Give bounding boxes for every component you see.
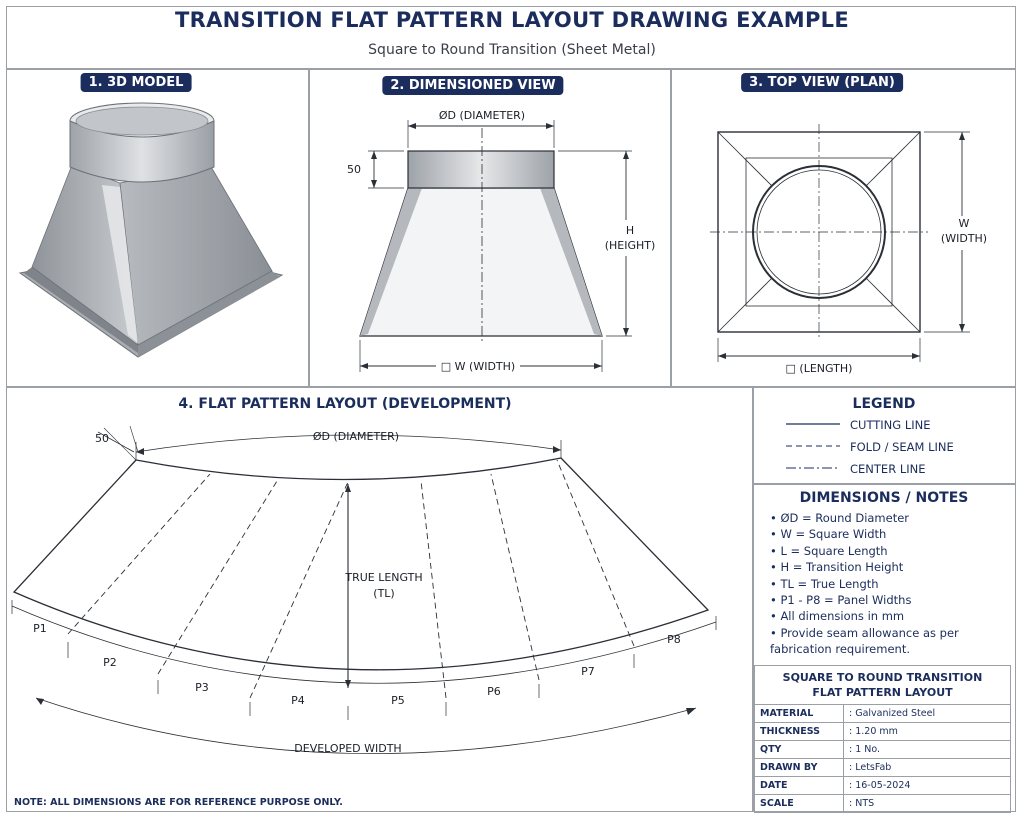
flat-label-panel-1: P1 — [33, 622, 47, 635]
legend-item-fold-line: FOLD / SEAM LINE — [850, 440, 954, 454]
legend-line-samples — [784, 418, 844, 474]
flat-label-collar: 50 — [95, 432, 109, 445]
divider-col-1 — [308, 68, 310, 386]
table-row — [755, 723, 1011, 741]
legend-item-cutting-line: CUTTING LINE — [850, 418, 931, 432]
top-view-label-length: □ (LENGTH) — [785, 362, 853, 375]
notes-list — [770, 510, 1010, 658]
title-block-value: : 16-05-2024 — [844, 777, 1011, 795]
transition-3d-model — [10, 95, 306, 383]
flat-label-panel-8: P8 — [667, 633, 681, 646]
dim-label-height-symbol: H — [625, 224, 635, 237]
table-row — [755, 795, 1011, 813]
notes-item: • All dimensions in mm — [770, 609, 905, 624]
page-subtitle: Square to Round Transition (Sheet Metal) — [368, 42, 656, 58]
flat-label-panel-7: P7 — [581, 665, 595, 678]
flat-label-diameter: ØD (DIAMETER) — [312, 430, 400, 443]
divider-col-2 — [670, 68, 672, 386]
dim-label-diameter: ØD (DIAMETER) — [438, 109, 526, 122]
notes-item: • P1 - P8 = Panel Widths — [770, 593, 912, 608]
table-row — [755, 777, 1011, 795]
title-block-value: : 1.20 mm — [844, 723, 1011, 741]
title-block-key: MATERIAL — [755, 705, 844, 723]
title-block-key: DRAWN BY — [755, 759, 844, 777]
title-block-key: QTY — [755, 741, 844, 759]
page-title: TRANSITION FLAT PATTERN LAYOUT DRAWING EXAMPLE — [175, 8, 849, 32]
notes-item: fabrication requirement. — [770, 642, 910, 657]
notes-item: • L = Square Length — [770, 543, 888, 558]
top-view-label-width-symbol: W — [958, 217, 970, 230]
flat-label-panel-2: P2 — [103, 656, 117, 669]
notes-item: • W = Square Width — [770, 527, 887, 542]
table-row — [755, 741, 1011, 759]
table-row — [755, 759, 1011, 777]
section-badge-top-view: 3. TOP VIEW (PLAN) — [741, 73, 903, 92]
dim-label-collar: 50 — [347, 163, 361, 176]
flat-label-true-length-abbr: (TL) — [373, 587, 395, 600]
title-block-heading-line-2: FLAT PATTERN LAYOUT — [812, 686, 953, 699]
notes-item: • ØD = Round Diameter — [770, 511, 910, 525]
title-block-value: : LetsFab — [844, 759, 1011, 777]
title-block-heading — [755, 666, 1011, 705]
flat-label-panel-4: P4 — [291, 694, 305, 707]
divider-legend — [752, 483, 1016, 485]
legend-item-center-line: CENTER LINE — [850, 462, 926, 476]
title-block-heading-line-1: SQUARE TO ROUND TRANSITION — [782, 671, 983, 684]
table-row — [755, 705, 1011, 723]
section-title-flat-pattern: 4. FLAT PATTERN LAYOUT (DEVELOPMENT) — [178, 396, 512, 412]
legend-title: LEGEND — [852, 396, 916, 412]
flat-label-developed-width: DEVELOPED WIDTH — [294, 742, 402, 755]
section-badge-dimensioned-view: 2. DIMENSIONED VIEW — [382, 76, 563, 95]
notes-item: • Provide seam allowance as per — [770, 625, 959, 640]
title-block-value: : NTS — [844, 795, 1011, 813]
flat-label-panel-5: P5 — [391, 694, 405, 707]
flat-label-panel-6: P6 — [487, 685, 501, 698]
dim-label-height-text: (HEIGHT) — [604, 239, 656, 252]
flat-pattern-drawing — [6, 418, 752, 792]
footer-note: NOTE: ALL DIMENSIONS ARE FOR REFERENCE PURPOSE ONLY. — [14, 797, 343, 808]
dimensioned-view-drawing — [312, 96, 668, 384]
dim-label-width: □ W (WIDTH) — [440, 360, 516, 373]
notes-title: DIMENSIONS / NOTES — [799, 490, 969, 506]
title-block-value: : 1 No. — [844, 741, 1011, 759]
notes-item: • H = Transition Height — [770, 560, 904, 575]
title-block-key: DATE — [755, 777, 844, 795]
title-block-key: SCALE — [755, 795, 844, 813]
notes-item: • TL = True Length — [770, 576, 879, 591]
divider-middle — [6, 386, 1016, 388]
divider-top — [6, 68, 1016, 70]
top-view-drawing — [674, 96, 1014, 384]
top-view-label-width-text: (WIDTH) — [940, 232, 988, 245]
title-block-value: : Galvanized Steel — [844, 705, 1011, 723]
title-block — [754, 665, 1011, 813]
flat-label-true-length: TRUE LENGTH — [345, 571, 423, 584]
title-block-key: THICKNESS — [755, 723, 844, 741]
section-badge-3d-model: 1. 3D MODEL — [81, 73, 192, 92]
flat-label-panel-3: P3 — [195, 681, 209, 694]
